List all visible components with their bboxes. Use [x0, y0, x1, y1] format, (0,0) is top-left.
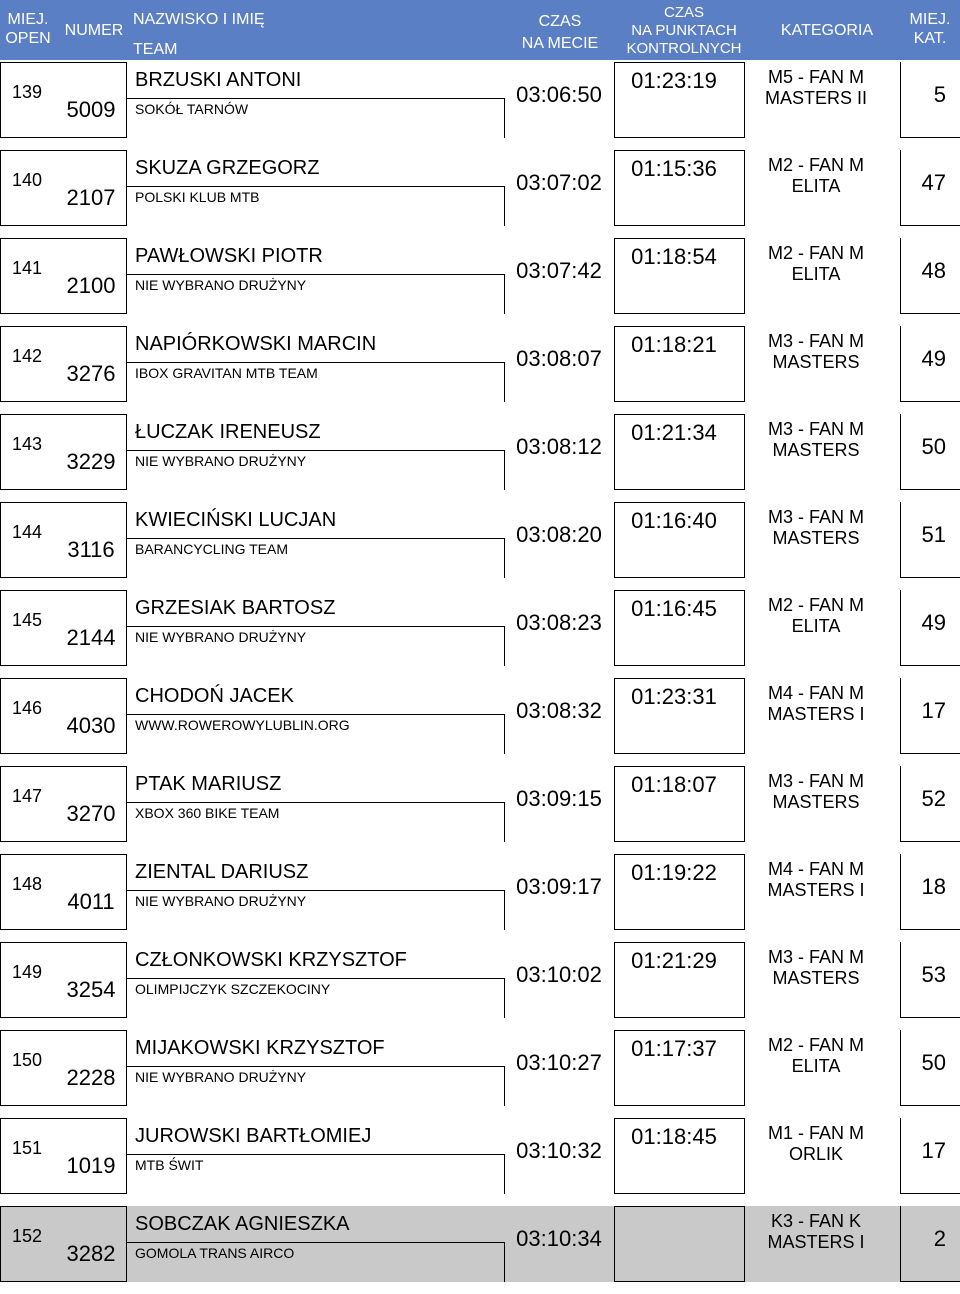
header-category-place-line1: MIEJ. [909, 11, 951, 28]
divider [126, 326, 127, 402]
divider [614, 414, 744, 415]
bib-number: 3276 [66, 361, 116, 386]
team-name: IBOX GRAVITAN MTB TEAM [135, 365, 318, 381]
divider [900, 577, 960, 578]
divider [614, 238, 615, 314]
rider-name: ZIENTAL DARIUSZ [135, 861, 309, 883]
bib-number: 4011 [67, 889, 115, 914]
divider [504, 274, 505, 314]
bib-number: 3282 [66, 1241, 116, 1266]
finish-time: 03:08:23 [516, 610, 602, 635]
bib-number: 3254 [66, 977, 116, 1002]
divider [614, 854, 744, 855]
results-list [0, 62, 960, 1294]
finish-time: 03:06:50 [516, 82, 602, 107]
divider [614, 678, 615, 754]
result-row [0, 1206, 960, 1282]
result-row [0, 414, 960, 490]
checkpoint-time: 01:18:07 [631, 772, 717, 797]
rider-name: SKUZA GRZEGORZ [135, 157, 320, 179]
header-category-place [900, 10, 960, 48]
team-name: OLIMPIJCZYK SZCZEKOCINY [135, 981, 331, 997]
team-name: GOMOLA TRANS AIRCO [135, 1245, 295, 1261]
header-place-open-line1: MIEJ. [7, 11, 49, 28]
divider [614, 225, 744, 226]
divider [126, 274, 504, 275]
team-name: XBOX 360 BIKE TEAM [135, 805, 280, 821]
divider [614, 1206, 615, 1282]
divider [126, 590, 127, 666]
divider [614, 1030, 744, 1031]
category-code: M3 - FAN M [767, 419, 864, 439]
divider [900, 1017, 960, 1018]
bib-number: 3116 [67, 537, 115, 562]
result-row [0, 942, 960, 1018]
rider-name: KWIECIŃSKI LUCJAN [135, 509, 337, 531]
team-name: SOKÓŁ TARNÓW [135, 101, 249, 117]
category-name: MASTERS II [764, 88, 867, 108]
divider [614, 678, 744, 679]
category-code: K3 - FAN K [770, 1211, 862, 1231]
category-code: M2 - FAN M [767, 595, 864, 615]
divider [614, 489, 744, 490]
result-row [0, 1030, 960, 1106]
result-row [0, 1118, 960, 1194]
result-row [0, 150, 960, 226]
bib-number: 2228 [66, 1065, 116, 1090]
rider-name: MIJAKOWSKI KRZYSZTOF [135, 1037, 385, 1059]
divider [614, 1281, 744, 1282]
team-name: NIE WYBRANO DRUŻYNY [135, 453, 307, 469]
divider [126, 802, 504, 803]
divider [614, 766, 744, 767]
bib-number: 5009 [66, 97, 116, 122]
team-name: BARANCYCLING TEAM [135, 541, 288, 557]
divider [126, 150, 127, 226]
finish-time: 03:07:02 [516, 170, 602, 195]
divider [126, 1066, 504, 1067]
divider [614, 326, 744, 327]
rider-name: GRZESIAK BARTOSZ [135, 597, 336, 619]
category-name: MASTERS [772, 792, 860, 812]
divider [614, 841, 744, 842]
divider [614, 766, 615, 842]
category-name: MASTERS [772, 440, 860, 460]
category-place: 2 [933, 1226, 946, 1251]
rider-name: CZŁONKOWSKI KRZYSZTOF [135, 949, 407, 971]
bib-number: 4030 [66, 713, 116, 738]
table-header [0, 0, 960, 60]
team-name: NIE WYBRANO DRUŻYNY [135, 1069, 307, 1085]
rider-name: ŁUCZAK IRENEUSZ [135, 421, 321, 443]
rider-name: JUROWSKI BARTŁOMIEJ [135, 1125, 372, 1147]
result-row [0, 238, 960, 314]
bib-number: 3270 [66, 801, 116, 826]
divider [614, 62, 615, 138]
category-place: 49 [921, 346, 946, 371]
checkpoint-time: 01:16:40 [631, 508, 717, 533]
divider [614, 502, 615, 578]
divider [614, 401, 744, 402]
rider-name: PTAK MARIUSZ [135, 773, 282, 795]
divider [504, 1242, 505, 1282]
divider [126, 854, 127, 930]
checkpoint-time: 01:21:34 [631, 420, 717, 445]
checkpoint-time: 01:19:22 [631, 860, 717, 885]
category-place: 53 [921, 962, 946, 987]
category-name: ELITA [791, 264, 841, 284]
rider-name: BRZUSKI ANTONI [135, 69, 302, 91]
checkpoint-time: 01:23:31 [631, 684, 717, 709]
divider [504, 978, 505, 1018]
category-name: MASTERS I [767, 704, 865, 724]
divider [614, 1118, 744, 1119]
category-name: ORLIK [788, 1144, 844, 1164]
divider [126, 678, 127, 754]
divider [614, 929, 744, 930]
divider [614, 1118, 615, 1194]
category-name: MASTERS I [767, 1232, 865, 1252]
divider [614, 590, 744, 591]
divider [900, 1105, 960, 1106]
category-code: M3 - FAN M [767, 331, 864, 351]
category-place: 47 [921, 170, 946, 195]
result-row [0, 678, 960, 754]
checkpoint-time: 01:17:37 [631, 1036, 717, 1061]
divider [126, 538, 504, 539]
rider-name: NAPIÓRKOWSKI MARCIN [135, 333, 377, 355]
result-row [0, 502, 960, 578]
divider [504, 1066, 505, 1106]
category-code: M2 - FAN M [767, 243, 864, 263]
place-open: 148 [11, 874, 43, 894]
category-code: M4 - FAN M [767, 859, 864, 879]
divider [126, 362, 504, 363]
bib-number: 3229 [66, 449, 116, 474]
divider [900, 665, 960, 666]
bib-number: 2144 [66, 625, 116, 650]
rider-name: PAWŁOWSKI PIOTR [135, 245, 323, 267]
divider [126, 450, 504, 451]
header-category: KATEGORIA [780, 22, 874, 39]
divider [126, 186, 504, 187]
divider [900, 313, 960, 314]
divider [900, 929, 960, 930]
rider-name: CHODOŃ JACEK [135, 685, 294, 707]
category-code: M5 - FAN M [767, 67, 864, 87]
finish-time: 03:10:27 [516, 1050, 602, 1075]
divider [614, 942, 615, 1018]
finish-time: 03:07:42 [516, 258, 602, 283]
divider [614, 326, 615, 402]
result-row [0, 326, 960, 402]
place-open: 145 [11, 610, 43, 630]
divider [504, 98, 505, 138]
divider [614, 137, 744, 138]
place-open: 147 [11, 786, 43, 806]
divider [126, 890, 504, 891]
place-open: 149 [11, 962, 43, 982]
category-name: MASTERS [772, 968, 860, 988]
category-name: ELITA [791, 1056, 841, 1076]
header-name [133, 10, 265, 59]
divider [614, 150, 744, 151]
divider [614, 313, 744, 314]
category-name: MASTERS [772, 528, 860, 548]
divider [126, 1030, 127, 1106]
place-open: 143 [11, 434, 43, 454]
header-place-open [0, 10, 56, 48]
divider [126, 1206, 127, 1282]
divider [614, 1206, 744, 1207]
category-place: 17 [921, 1138, 946, 1163]
header-name-line1: NAZWISKO I IMIĘ [133, 11, 265, 28]
result-row [0, 62, 960, 138]
place-open: 150 [11, 1050, 43, 1070]
divider [504, 714, 505, 754]
finish-time: 03:08:32 [516, 698, 602, 723]
place-open: 142 [11, 346, 43, 366]
divider [900, 753, 960, 754]
place-open: 144 [11, 522, 43, 542]
divider [126, 502, 127, 578]
divider [614, 150, 615, 226]
divider [126, 62, 127, 138]
category-code: M2 - FAN M [767, 155, 864, 175]
divider [504, 890, 505, 930]
header-number: NUMER [64, 22, 124, 39]
divider [126, 942, 127, 1018]
header-checkpoint-line3: KONTROLNYCH [626, 40, 742, 57]
finish-time: 03:08:07 [516, 346, 602, 371]
divider [126, 978, 504, 979]
rider-name: SOBCZAK AGNIESZKA [135, 1213, 350, 1235]
divider [126, 1154, 504, 1155]
header-finish-time-line2: NA MECIE [521, 35, 599, 52]
checkpoint-time: 01:16:45 [631, 596, 717, 621]
finish-time: 03:09:17 [516, 874, 602, 899]
category-place: 52 [921, 786, 946, 811]
place-open: 146 [11, 698, 43, 718]
category-code: M2 - FAN M [767, 1035, 864, 1055]
divider [614, 1193, 744, 1194]
category-name: ELITA [791, 176, 841, 196]
result-row [0, 854, 960, 930]
divider [614, 238, 744, 239]
header-team-line: TEAM [133, 41, 178, 58]
header-place-open-line2: OPEN [5, 30, 51, 47]
checkpoint-time: 01:18:54 [631, 244, 717, 269]
finish-time: 03:08:12 [516, 434, 602, 459]
divider [504, 538, 505, 578]
divider [504, 186, 505, 226]
bib-number: 2107 [66, 185, 116, 210]
bib-number: 1019 [66, 1153, 116, 1178]
place-open: 139 [11, 82, 43, 102]
checkpoint-time: 01:18:45 [631, 1124, 717, 1149]
place-open: 140 [11, 170, 43, 190]
checkpoint-time: 01:18:21 [631, 332, 717, 357]
place-open: 152 [11, 1226, 43, 1246]
category-place: 5 [933, 82, 946, 107]
header-finish-time [505, 12, 615, 53]
divider [900, 137, 960, 138]
header-checkpoint-time [620, 4, 748, 58]
category-place: 51 [921, 522, 946, 547]
checkpoint-time: 01:21:29 [631, 948, 717, 973]
place-open: 141 [11, 258, 43, 278]
divider [900, 841, 960, 842]
checkpoint-time: 01:15:36 [631, 156, 717, 181]
finish-time: 03:10:02 [516, 962, 602, 987]
category-place: 49 [921, 610, 946, 635]
category-name: MASTERS [772, 352, 860, 372]
team-name: MTB ŚWIT [135, 1157, 204, 1173]
divider [614, 414, 615, 490]
divider [126, 1118, 127, 1194]
category-place: 18 [921, 874, 946, 899]
divider [504, 802, 505, 842]
divider [614, 62, 744, 63]
team-name: NIE WYBRANO DRUŻYNY [135, 629, 307, 645]
divider [900, 489, 960, 490]
divider [900, 1281, 960, 1282]
category-code: M1 - FAN M [767, 1123, 864, 1143]
divider [614, 577, 744, 578]
divider [126, 626, 504, 627]
category-place: 48 [921, 258, 946, 283]
divider [614, 590, 615, 666]
category-name: ELITA [791, 616, 841, 636]
divider [614, 753, 744, 754]
divider [504, 450, 505, 490]
category-code: M3 - FAN M [767, 947, 864, 967]
divider [900, 1193, 960, 1194]
category-code: M4 - FAN M [767, 683, 864, 703]
category-place: 17 [921, 698, 946, 723]
team-name: NIE WYBRANO DRUŻYNY [135, 277, 307, 293]
category-code: M3 - FAN M [767, 507, 864, 527]
divider [900, 225, 960, 226]
category-place: 50 [921, 1050, 946, 1075]
finish-time: 03:10:34 [516, 1226, 602, 1251]
category-code: M3 - FAN M [767, 771, 864, 791]
finish-time: 03:10:32 [516, 1138, 602, 1163]
divider [126, 98, 504, 99]
divider [614, 1017, 744, 1018]
header-category-place-line2: KAT. [913, 30, 947, 47]
result-row [0, 766, 960, 842]
header-checkpoint-line2: NA PUNKTACH [631, 22, 737, 39]
category-name: MASTERS I [767, 880, 865, 900]
divider [614, 665, 744, 666]
header-checkpoint-line1: CZAS [663, 4, 704, 21]
header-finish-time-line1: CZAS [538, 13, 582, 30]
team-name: POLSKI KLUB MTB [135, 189, 260, 205]
divider [126, 714, 504, 715]
team-name: WWW.ROWEROWYLUBLIN.ORG [135, 717, 350, 733]
divider [614, 942, 744, 943]
divider [900, 401, 960, 402]
divider [614, 1030, 615, 1106]
team-name: NIE WYBRANO DRUŻYNY [135, 893, 307, 909]
divider [126, 414, 127, 490]
bib-number: 2100 [66, 273, 116, 298]
category-place: 50 [921, 434, 946, 459]
divider [504, 1154, 505, 1194]
divider [504, 626, 505, 666]
place-open: 151 [11, 1138, 43, 1158]
divider [126, 766, 127, 842]
divider [504, 362, 505, 402]
result-row [0, 590, 960, 666]
divider [614, 502, 744, 503]
divider [126, 1242, 504, 1243]
divider [614, 854, 615, 930]
divider [126, 238, 127, 314]
divider [614, 1105, 744, 1106]
finish-time: 03:09:15 [516, 786, 602, 811]
finish-time: 03:08:20 [516, 522, 602, 547]
checkpoint-time: 01:23:19 [631, 68, 717, 93]
